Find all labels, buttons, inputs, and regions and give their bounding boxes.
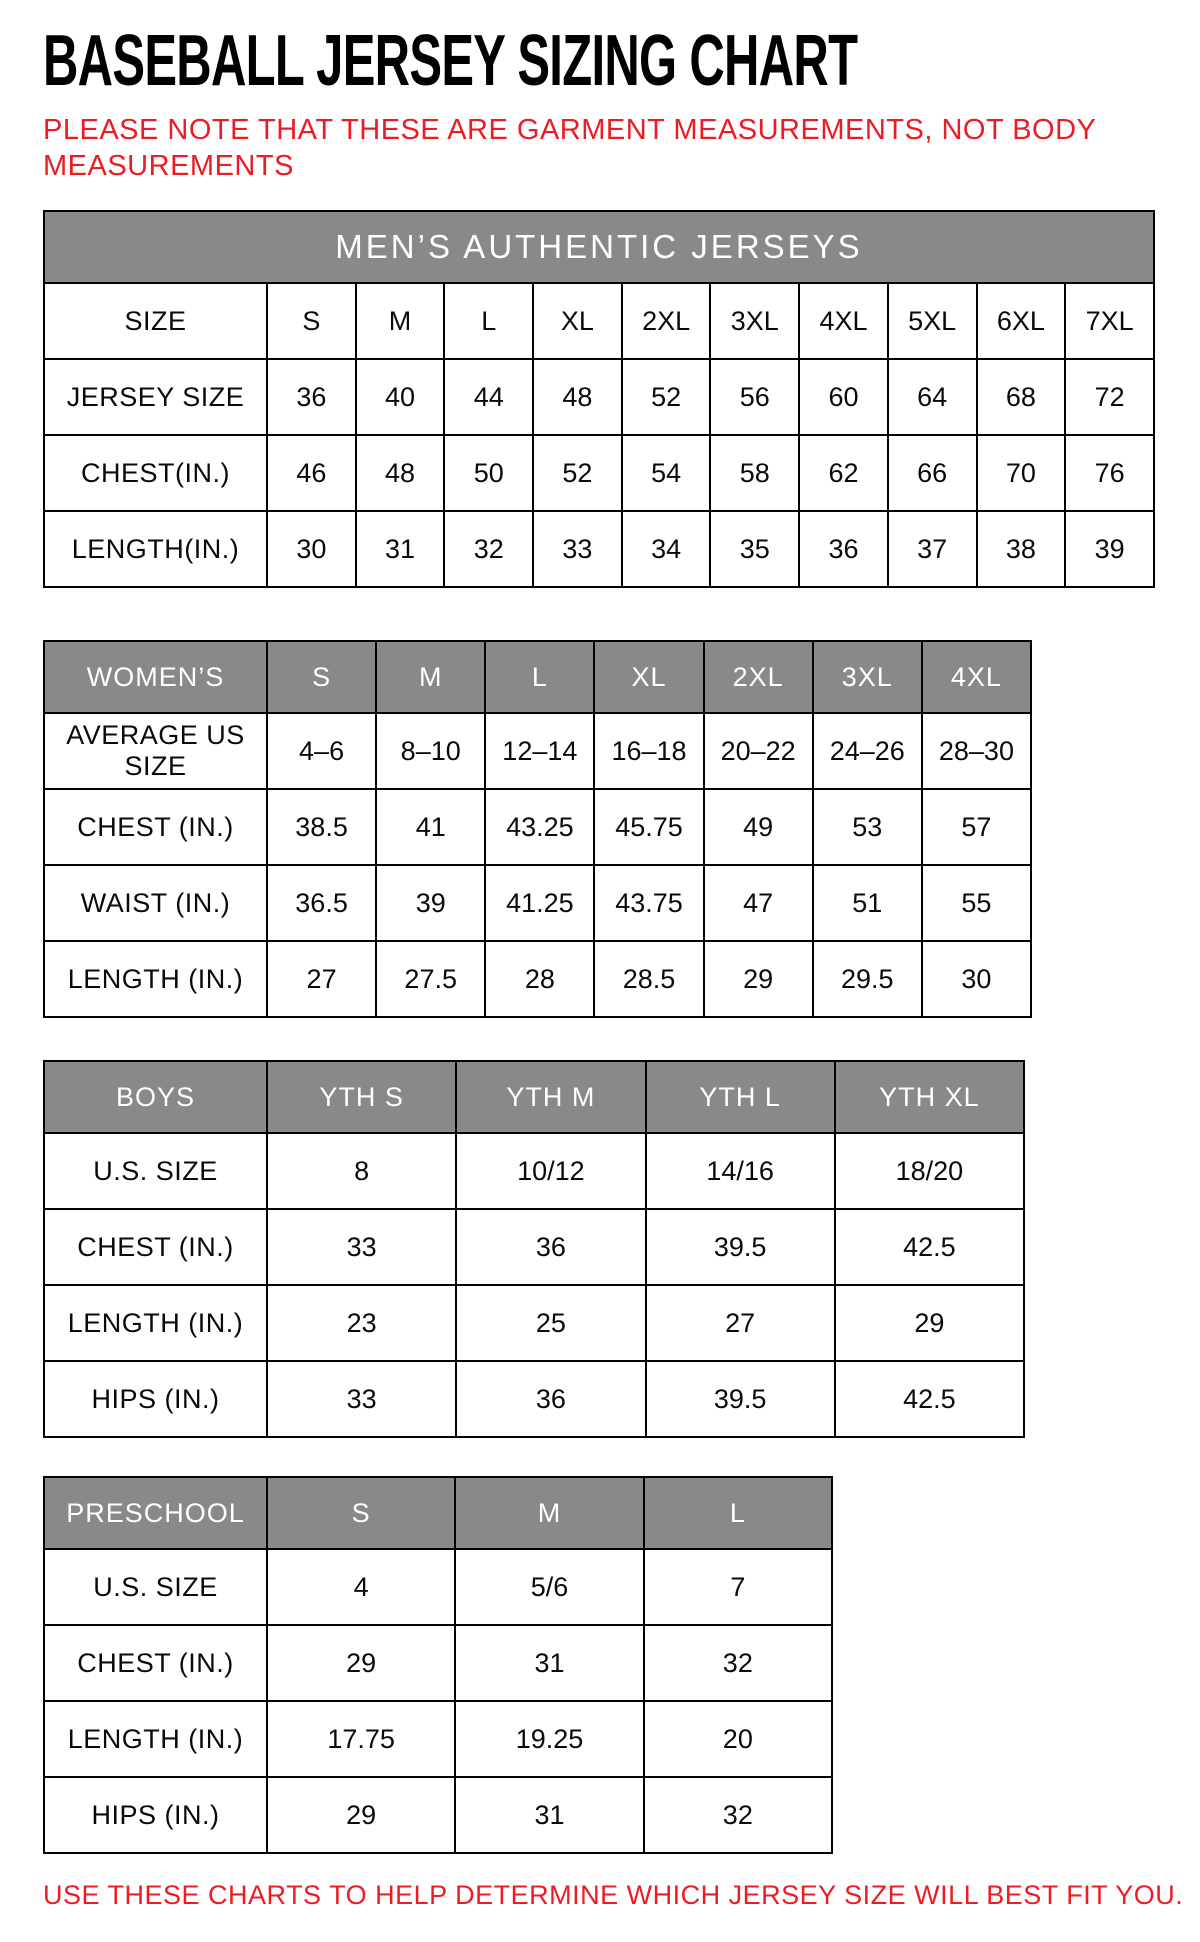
value-cell: 33: [267, 1209, 456, 1285]
value-cell: 20–22: [704, 713, 813, 789]
table-row: [44, 1209, 1024, 1285]
row-label-cell: HIPS (IN.): [44, 1361, 267, 1437]
table-header-cell: YTH S: [267, 1061, 456, 1133]
table-row: [44, 1625, 832, 1701]
row-label-cell: CHEST (IN.): [44, 1209, 267, 1285]
table-header-cell: 3XL: [813, 641, 922, 713]
row-label-cell: WAIST (IN.): [44, 865, 267, 941]
value-cell: 56: [710, 359, 799, 435]
value-cell: 8: [267, 1133, 456, 1209]
value-cell: 48: [356, 435, 445, 511]
value-cell: 34: [622, 511, 711, 587]
value-cell: 41: [376, 789, 485, 865]
value-cell: 31: [356, 511, 445, 587]
page-title: BASEBALL JERSEY SIZING CHART: [43, 21, 858, 101]
value-cell: 64: [888, 359, 977, 435]
value-cell: 20: [644, 1701, 832, 1777]
value-cell: 36: [456, 1209, 645, 1285]
table-header-label: WOMEN’S: [44, 641, 267, 713]
table-banner: MEN’S AUTHENTIC JERSEYS: [44, 211, 1154, 283]
value-cell: 33: [533, 511, 622, 587]
value-cell: 28: [485, 941, 594, 1017]
value-cell: 40: [356, 359, 445, 435]
value-cell: 6XL: [977, 283, 1066, 359]
table-row: [44, 941, 1031, 1017]
table-header-row: [44, 641, 1031, 713]
value-cell: 30: [922, 941, 1031, 1017]
table-header-cell: L: [485, 641, 594, 713]
value-cell: 62: [799, 435, 888, 511]
row-label-cell: LENGTH (IN.): [44, 1285, 267, 1361]
value-cell: 29.5: [813, 941, 922, 1017]
value-cell: 7XL: [1065, 283, 1154, 359]
value-cell: 38: [977, 511, 1066, 587]
value-cell: 36.5: [267, 865, 376, 941]
value-cell: 32: [444, 511, 533, 587]
table-header-cell: YTH XL: [835, 1061, 1024, 1133]
table-header-cell: M: [455, 1477, 643, 1549]
table-row: [44, 1361, 1024, 1437]
table-header-cell: L: [644, 1477, 832, 1549]
row-label-cell: CHEST(IN.): [44, 435, 267, 511]
table-row: [44, 1285, 1024, 1361]
value-cell: 41.25: [485, 865, 594, 941]
value-cell: 39: [376, 865, 485, 941]
row-label-cell: U.S. SIZE: [44, 1549, 267, 1625]
value-cell: 60: [799, 359, 888, 435]
value-cell: 19.25: [455, 1701, 643, 1777]
value-cell: 52: [533, 435, 622, 511]
value-cell: 72: [1065, 359, 1154, 435]
table-header-cell: 2XL: [704, 641, 813, 713]
value-cell: 12–14: [485, 713, 594, 789]
table-row: [44, 1777, 832, 1853]
row-label-cell: LENGTH(IN.): [44, 511, 267, 587]
value-cell: 3XL: [710, 283, 799, 359]
mens-authentic-jerseys-table: [43, 210, 1155, 588]
value-cell: 8–10: [376, 713, 485, 789]
table-row: [44, 1549, 832, 1625]
value-cell: 4–6: [267, 713, 376, 789]
table-header-label: PRESCHOOL: [44, 1477, 267, 1549]
value-cell: 57: [922, 789, 1031, 865]
value-cell: 66: [888, 435, 977, 511]
table-header-cell: YTH L: [646, 1061, 835, 1133]
preschool-sizing-table: [43, 1476, 833, 1854]
value-cell: 2XL: [622, 283, 711, 359]
value-cell: 39.5: [646, 1361, 835, 1437]
table-header-cell: M: [376, 641, 485, 713]
value-cell: 30: [267, 511, 356, 587]
row-label-cell: HIPS (IN.): [44, 1777, 267, 1853]
table-row: [44, 359, 1154, 435]
row-label-cell: SIZE: [44, 283, 267, 359]
value-cell: 10/12: [456, 1133, 645, 1209]
value-cell: 7: [644, 1549, 832, 1625]
value-cell: S: [267, 283, 356, 359]
value-cell: 45.75: [594, 789, 703, 865]
value-cell: 32: [644, 1777, 832, 1853]
table-row: [44, 435, 1154, 511]
table-row: [44, 865, 1031, 941]
value-cell: 16–18: [594, 713, 703, 789]
value-cell: 47: [704, 865, 813, 941]
value-cell: 36: [799, 511, 888, 587]
value-cell: 76: [1065, 435, 1154, 511]
table-row: [44, 283, 1154, 359]
value-cell: 29: [267, 1625, 455, 1701]
value-cell: 25: [456, 1285, 645, 1361]
table-row: [44, 789, 1031, 865]
footer-note: USE THESE CHARTS TO HELP DETERMINE WHICH JERSEY SIZE WILL BEST FIT YOU.: [43, 1880, 1184, 1911]
value-cell: 44: [444, 359, 533, 435]
value-cell: 36: [456, 1361, 645, 1437]
value-cell: 5/6: [455, 1549, 643, 1625]
table-header-cell: 4XL: [922, 641, 1031, 713]
value-cell: 49: [704, 789, 813, 865]
value-cell: 33: [267, 1361, 456, 1437]
table-header-cell: S: [267, 641, 376, 713]
table-header-row: [44, 1061, 1024, 1133]
table-row: [44, 713, 1031, 789]
value-cell: 43.75: [594, 865, 703, 941]
value-cell: 28–30: [922, 713, 1031, 789]
value-cell: 70: [977, 435, 1066, 511]
value-cell: 27.5: [376, 941, 485, 1017]
value-cell: 46: [267, 435, 356, 511]
value-cell: 18/20: [835, 1133, 1024, 1209]
row-label-cell: JERSEY SIZE: [44, 359, 267, 435]
value-cell: 39.5: [646, 1209, 835, 1285]
table-header-cell: YTH M: [456, 1061, 645, 1133]
value-cell: 42.5: [835, 1209, 1024, 1285]
row-label-cell: CHEST (IN.): [44, 1625, 267, 1701]
value-cell: 55: [922, 865, 1031, 941]
value-cell: 27: [267, 941, 376, 1017]
garment-measurement-note: PLEASE NOTE THAT THESE ARE GARMENT MEASUREMENTS, NOT BODY MEASUREMENTS: [43, 113, 1096, 182]
value-cell: 50: [444, 435, 533, 511]
table-header-cell: XL: [594, 641, 703, 713]
value-cell: 31: [455, 1625, 643, 1701]
table-banner-row: [44, 211, 1154, 283]
value-cell: 28.5: [594, 941, 703, 1017]
boys-sizing-table: [43, 1060, 1025, 1438]
value-cell: L: [444, 283, 533, 359]
table-header-row: [44, 1477, 832, 1549]
value-cell: 68: [977, 359, 1066, 435]
table-row: [44, 511, 1154, 587]
value-cell: 52: [622, 359, 711, 435]
value-cell: 4: [267, 1549, 455, 1625]
table-header-cell: S: [267, 1477, 455, 1549]
value-cell: 39: [1065, 511, 1154, 587]
value-cell: 31: [455, 1777, 643, 1853]
table-row: [44, 1701, 832, 1777]
value-cell: M: [356, 283, 445, 359]
row-label-cell: LENGTH (IN.): [44, 941, 267, 1017]
womens-sizing-table: [43, 640, 1032, 1018]
value-cell: 37: [888, 511, 977, 587]
row-label-cell: AVERAGE US SIZE: [44, 713, 267, 789]
value-cell: 17.75: [267, 1701, 455, 1777]
value-cell: XL: [533, 283, 622, 359]
value-cell: 24–26: [813, 713, 922, 789]
value-cell: 58: [710, 435, 799, 511]
value-cell: 4XL: [799, 283, 888, 359]
row-label-cell: U.S. SIZE: [44, 1133, 267, 1209]
value-cell: 53: [813, 789, 922, 865]
value-cell: 14/16: [646, 1133, 835, 1209]
value-cell: 29: [267, 1777, 455, 1853]
value-cell: 29: [835, 1285, 1024, 1361]
value-cell: 29: [704, 941, 813, 1017]
value-cell: 54: [622, 435, 711, 511]
row-label-cell: LENGTH (IN.): [44, 1701, 267, 1777]
table-header-label: BOYS: [44, 1061, 267, 1133]
row-label-cell: CHEST (IN.): [44, 789, 267, 865]
value-cell: 42.5: [835, 1361, 1024, 1437]
table-row: [44, 1133, 1024, 1209]
value-cell: 36: [267, 359, 356, 435]
value-cell: 5XL: [888, 283, 977, 359]
value-cell: 27: [646, 1285, 835, 1361]
value-cell: 48: [533, 359, 622, 435]
value-cell: 35: [710, 511, 799, 587]
value-cell: 32: [644, 1625, 832, 1701]
value-cell: 38.5: [267, 789, 376, 865]
value-cell: 51: [813, 865, 922, 941]
value-cell: 23: [267, 1285, 456, 1361]
value-cell: 43.25: [485, 789, 594, 865]
